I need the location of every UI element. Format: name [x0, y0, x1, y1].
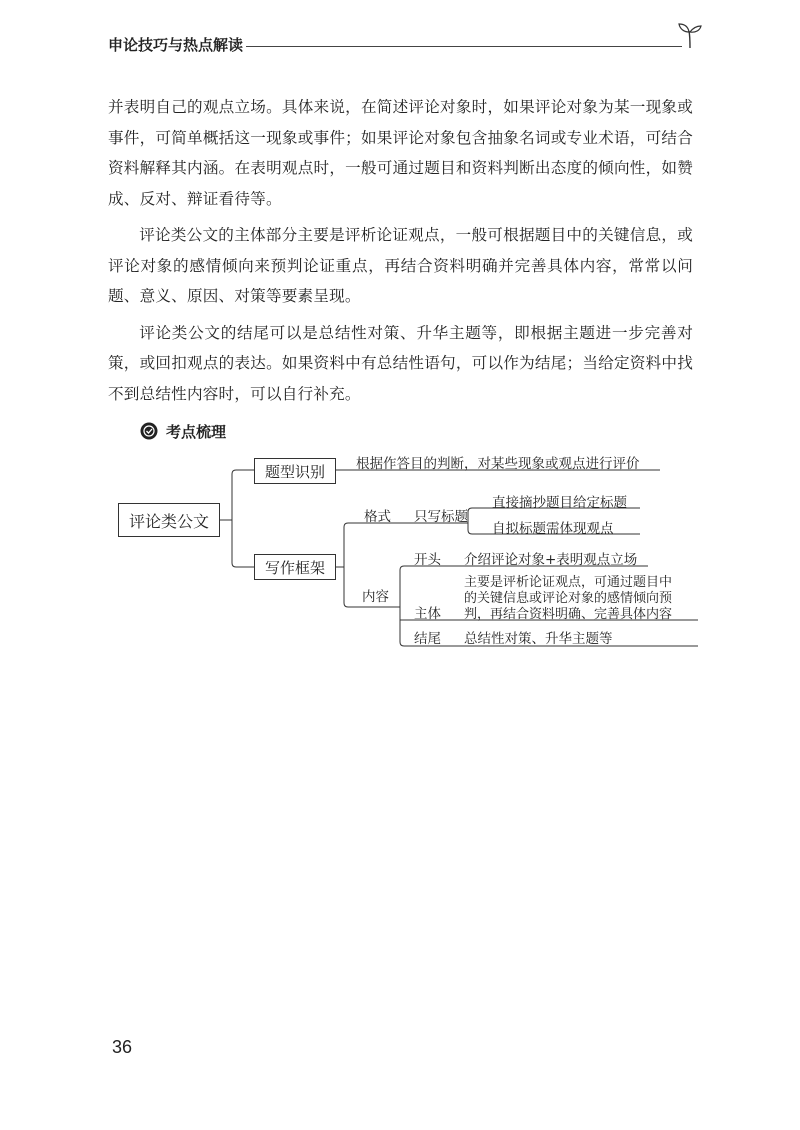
paragraph-continued: 并表明自己的观点立场。具体来说，在简述评论对象时，如果评论对象为某一现象或事件，可简单概括这一现象或事件；如果评论对象包含抽象名词或专业术语，可结合资料解释其内涵。在表明观点时，一般可通过题目和资料判断出态度的倾向性，如赞成、反对、辩证看待等。 — [108, 98, 693, 208]
format-option-2: 自拟标题需体现观点 — [492, 521, 614, 537]
section-title: 考点梳理 — [166, 422, 227, 441]
paragraph-main-body: 评论类公文的主体部分主要是评析论证观点，一般可根据题目中的关键信息，或评论对象的感情倾向来预判论证重点，再结合资料明确并完善具体内容，常常以问题、意义、原因、对策等要素呈现。 — [108, 226, 693, 305]
format-label: 格式 — [364, 509, 391, 525]
branch-frame-label: 写作框架 — [264, 558, 325, 577]
ending-label: 结尾 — [414, 631, 441, 647]
ending-desc: 总结性对策、升华主题等 — [464, 631, 613, 647]
paragraph-ending: 评论类公文的结尾可以是总结性对策、升华主题等，即根据主题进一步完善对策，或回扣观点的表达。如果资料中有总结性语句，可以作为结尾；当给定资料中找不到总结性内容时，可以自行补充。 — [108, 323, 693, 403]
page-number: 36 — [112, 1037, 133, 1057]
format-option-1: 直接摘抄题目给定标题 — [492, 495, 627, 511]
body-text — [108, 92, 693, 409]
section-heading — [140, 420, 226, 442]
opening-desc: 介绍评论对象+表明观点立场 — [464, 552, 638, 568]
badge-icon — [140, 422, 158, 440]
content-label: 内容 — [362, 589, 389, 605]
sprout-icon — [676, 20, 704, 50]
branch-frame-box — [254, 554, 336, 580]
branch-type-box — [254, 458, 336, 484]
mind-map-root — [118, 503, 220, 537]
opening-label: 开头 — [414, 552, 441, 568]
branch-type-desc: 根据作答目的判断，对某些现象或观点进行评价 — [356, 456, 640, 472]
main-desc-line-1: 主要是评析论证观点，可通过题目中 — [464, 575, 673, 590]
format-sub-label: 只写标题 — [414, 509, 468, 525]
branch-type-label: 题型识别 — [264, 462, 325, 481]
main-desc-line-3: 判，再结合资料明确、完善具体内容 — [464, 607, 673, 622]
mind-map-root-label: 评论类公文 — [128, 511, 209, 531]
header-rule — [246, 46, 682, 47]
running-header-title: 申论技巧与热点解读 — [108, 36, 244, 54]
main-desc-line-2: 的关键信息或评论对象的感情倾向预 — [464, 591, 673, 606]
main-label: 主体 — [414, 606, 441, 622]
